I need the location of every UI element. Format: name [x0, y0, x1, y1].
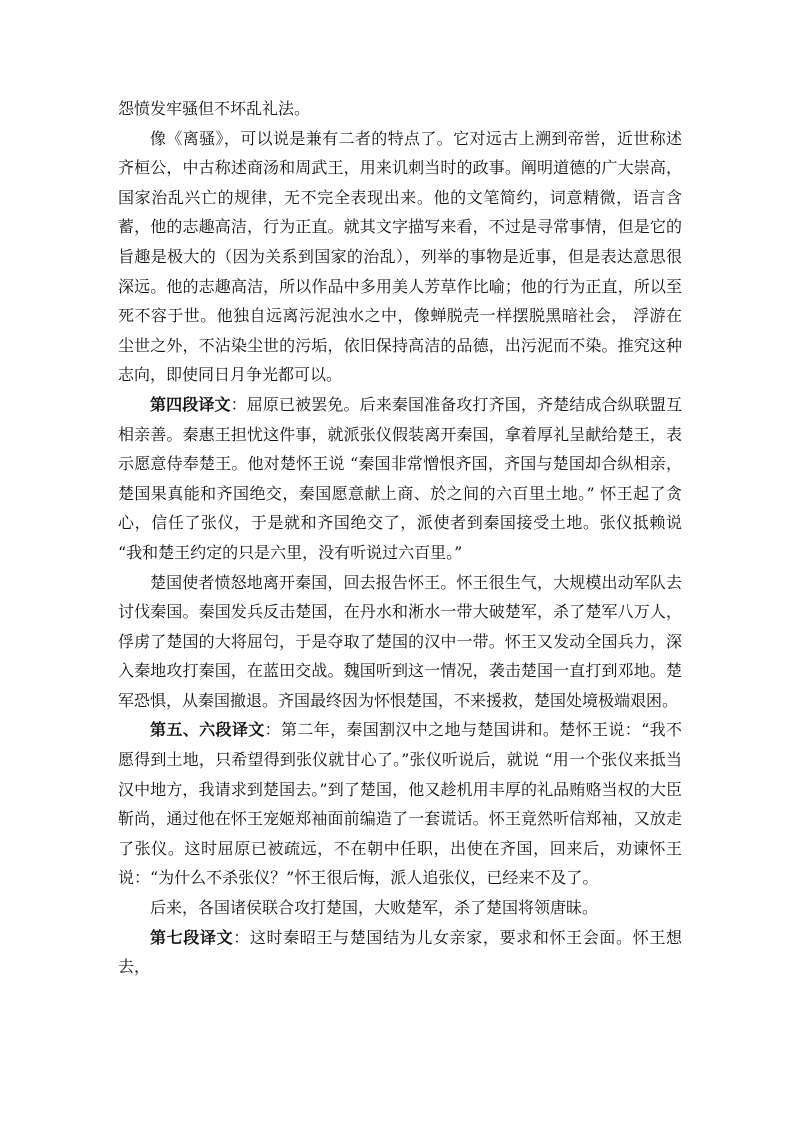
paragraph-5: [118, 715, 682, 893]
paragraph-text: ：这时秦昭王与楚国结为儿女亲家，要求和怀王会面。怀王想去，: [118, 927, 682, 977]
paragraph-1: [118, 94, 682, 124]
paragraph-6: [118, 893, 682, 923]
section-label: 第五、六段译文: [150, 720, 265, 740]
paragraph-text: ：第二年，秦国割汉中之地与楚国讲和。楚怀王说：“我不愿得到土地，只希望得到张仪就甘心了。”张仪听说后，就说 “用一个张仪来抵当汉中地方，我请求到楚国去。”到了楚国，他又趁机用丰厚的礼品贿赂当权的大臣靳尚，通过他在怀王宠姬郑袖面前编造了一套谎话。怀王竟然听信郑袖，又放走了张仪。这时屈原已被疏远，不在朝中任职，出使在齐国，回来后，劝谏怀王说：“为什么不杀张仪？”怀王很后悔，派人追张仪，已经来不及了。: [118, 720, 682, 888]
section-label: 第七段译文: [150, 927, 234, 947]
paragraph-2: [118, 124, 682, 390]
paragraph-7: [118, 923, 682, 982]
paragraph-text: 像《离骚》，可以说是兼有二者的特点了。它对远古上溯到帝喾，近世称述齐桓公，中古称述商汤和周武王，用来讥刺当时的政事。阐明道德的广大崇高，国家治乱兴亡的规律，无不完全表现出来。他的文笔简约，词意精微，语言含蓄，他的志趣高洁，行为正直。就其文字描写来看，不过是寻常事情，但是它的旨趣是极大的（因为关系到国家的治乱），列举的事物是近事，但是表达意思很深远。他的志趣高洁，所以作品中多用美人芳草作比喻；他的行为正直，所以至死不容于世。他独自远离污泥浊水之中，像蝉脱壳一样摆脱黑暗社会， 浮游在尘世之外，不沾染尘世的污垢，依旧保持高洁的品德，出污泥而不染。推究这种志向，即使同日月争光都可以。: [118, 128, 682, 385]
section-label: 第四段译文: [150, 394, 231, 414]
paragraph-4: [118, 568, 682, 716]
paragraph-text: ：屈原已被罢免。后来秦国准备攻打齐国，齐楚结成合纵联盟互相亲善。秦惠王担忧这件事，就派张仪假装离开秦国，拿着厚礼呈献给楚王，表示愿意侍奉楚王。他对楚怀王说 “秦国非常憎恨齐国，齐国与楚国却合纵相亲，楚国果真能和齐国绝交，秦国愿意献上商、於之间的六百里土地。” 怀王起了贪心，信任了张仪，于是就和齐国绝交了，派使者到秦国接受土地。张仪抵赖说 “我和楚王约定的只是六里，没有听说过六百里。”: [118, 394, 682, 562]
paragraph-text: 楚国使者愤怒地离开秦国，回去报告怀王。怀王很生气，大规模出动军队去讨伐秦国。秦国发兵反击楚国，在丹水和淅水一带大破楚军，杀了楚军八万人，俘虏了楚国的大将屈匄，于是夺取了楚国的汉中一带。怀王又发动全国兵力，深入秦地攻打秦国，在蓝田交战。魏国听到这一情况，袭击楚国一直打到邓地。楚军恐惧，从秦国撤退。齐国最终因为怀恨楚国，不来援救，楚国处境极端艰困。: [118, 572, 682, 710]
paragraph-text: 怨愤发牢骚但不坏乱礼法。: [118, 99, 311, 118]
paragraph-text: 后来，各国诸侯联合攻打楚国，大败楚军，杀了楚国将领唐昧。: [150, 898, 599, 918]
document-page: [118, 94, 682, 982]
paragraph-3: [118, 390, 682, 568]
